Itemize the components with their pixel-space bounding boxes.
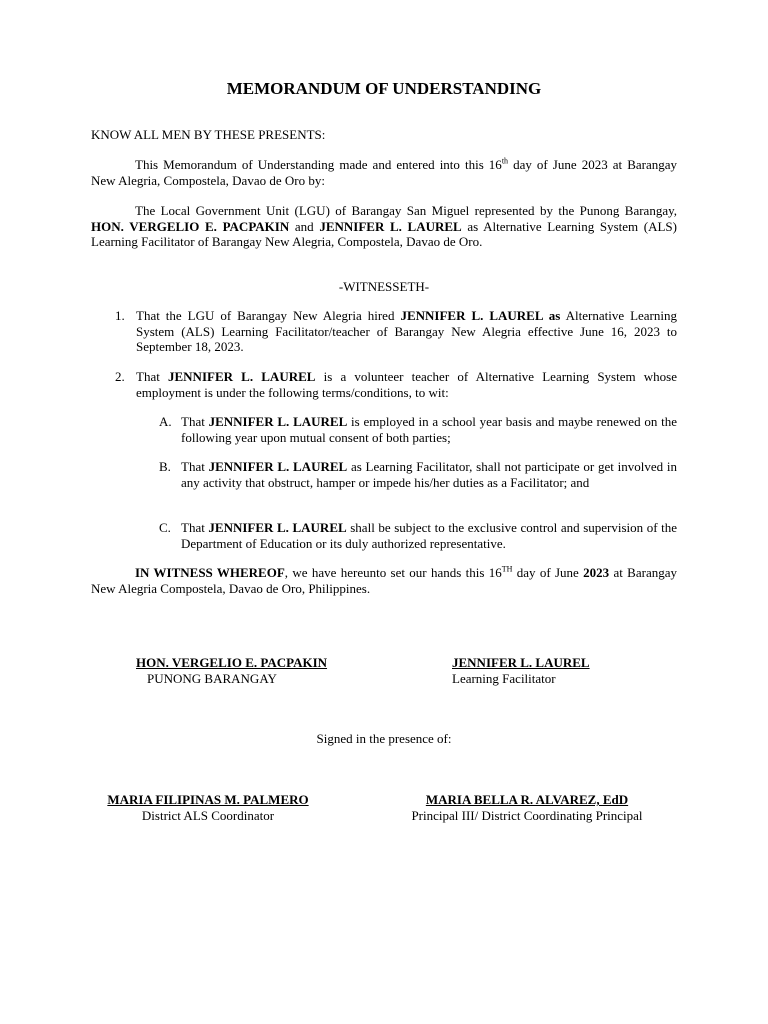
witness-name: MARIA BELLA R. ALVAREZ, EdD [425,792,629,807]
presence-line: Signed in the presence of: [316,731,452,746]
signatory-role: PUNONG BARANGAY [147,670,277,686]
witness-role: Principal III/ District Coordinating Principal [411,807,643,823]
sub-list-item [181,459,677,490]
list-item [136,369,677,400]
intro-text: This Memorandum of Understanding made and entered into this 16 [135,157,502,172]
witness-name: MARIA FILIPINAS M. PALMERO [107,792,309,807]
item-bold-name: JENNIFER L. LAUREL [168,369,316,384]
subitem-text-cont: as Learning Facilitator, shall not participate or get involved in any activity that obstruct, hamper or impede his/her duties as a Facilitator; and [181,459,677,490]
item-text: That [136,369,168,384]
witness-text-cont: at Barangay New Alegria Compostela, Davao de Oro, Philippines. [91,565,677,596]
signatory-role: Learning Facilitator [452,670,556,686]
signatory-block [136,655,327,686]
item-bold-name: JENNIFER L. LAUREL as [400,308,561,323]
witness-block [91,792,325,823]
intro-day-suffix: th [501,156,509,166]
party-one-name: HON. VERGELIO E. PACPAKIN [91,218,290,234]
item-number: 2. [115,369,125,384]
parties-and: and [289,218,320,234]
parties-text-cont: as Alternative Learning System (ALS) Learning Facilitator of Barangay New Alegria, Compostela, Davao de Oro. [91,218,677,249]
sub-list-item [181,520,677,551]
item-text-cont: is a volunteer teacher of Alternative Learning System whose employment is under the following terms/conditions, to wit: [136,369,677,400]
parties-paragraph [91,203,677,250]
greeting: KNOW ALL MEN BY THESE PRESENTS: [91,127,326,142]
witness-paragraph [91,565,677,596]
subitem-text: That [181,459,209,474]
witnesseth-heading: -WITNESSETH- [338,279,430,294]
subitem-text: That [181,520,209,535]
subitem-text-cont: is employed in a school year basis and maybe renewed on the following year upon mutual consent of both parties; [181,414,677,445]
witness-role: District ALS Coordinator [141,807,275,823]
parties-text: The Local Government Unit (LGU) of Barangay San Miguel represented by the Punong Barangay, [135,203,677,218]
signatory-name: HON. VERGELIO E. PACPAKIN [136,655,328,670]
signatory-name: JENNIFER L. LAUREL [452,655,590,670]
party-two-name: JENNIFER L. LAUREL [319,218,462,234]
witness-day-suffix: TH [501,564,513,574]
subitem-letter: A. [159,414,172,429]
subitem-bold-name: JENNIFER L. LAUREL [208,520,347,535]
document-title: MEMORANDUM OF UNDERSTANDING [226,79,542,98]
intro-paragraph [91,157,677,188]
subitem-text: That [181,414,209,429]
subitem-text-cont: shall be subject to the exclusive control and supervision of the Department of Education or its duly authorized representative. [181,520,677,551]
list-item [136,308,677,355]
subitem-bold-name: JENNIFER L. LAUREL [208,459,348,474]
witness-whereof: IN WITNESS WHEREOF [135,565,285,580]
witness-block [388,792,666,823]
sub-list-item [181,414,677,445]
item-text: That the LGU of Barangay New Alegria hired [136,308,401,323]
witness-text-month: day of June [512,565,584,580]
subitem-bold-name: JENNIFER L. LAUREL [208,414,348,429]
intro-text-cont: day of June 2023 at Barangay New Alegria, Compostela, Davao de Oro by: [91,157,677,188]
item-number: 1. [115,308,125,323]
item-text-cont: Alternative Learning System (ALS) Learning Facilitator/teacher of Barangay New Alegria effective June 16, 2023 to September 18, 2023. [136,308,678,354]
subitem-letter: B. [159,459,171,474]
signatory-block [452,655,590,686]
witness-year: 2023 [583,565,610,580]
witness-text: , we have hereunto set our hands this 16 [284,565,502,580]
subitem-letter: C. [159,520,171,535]
